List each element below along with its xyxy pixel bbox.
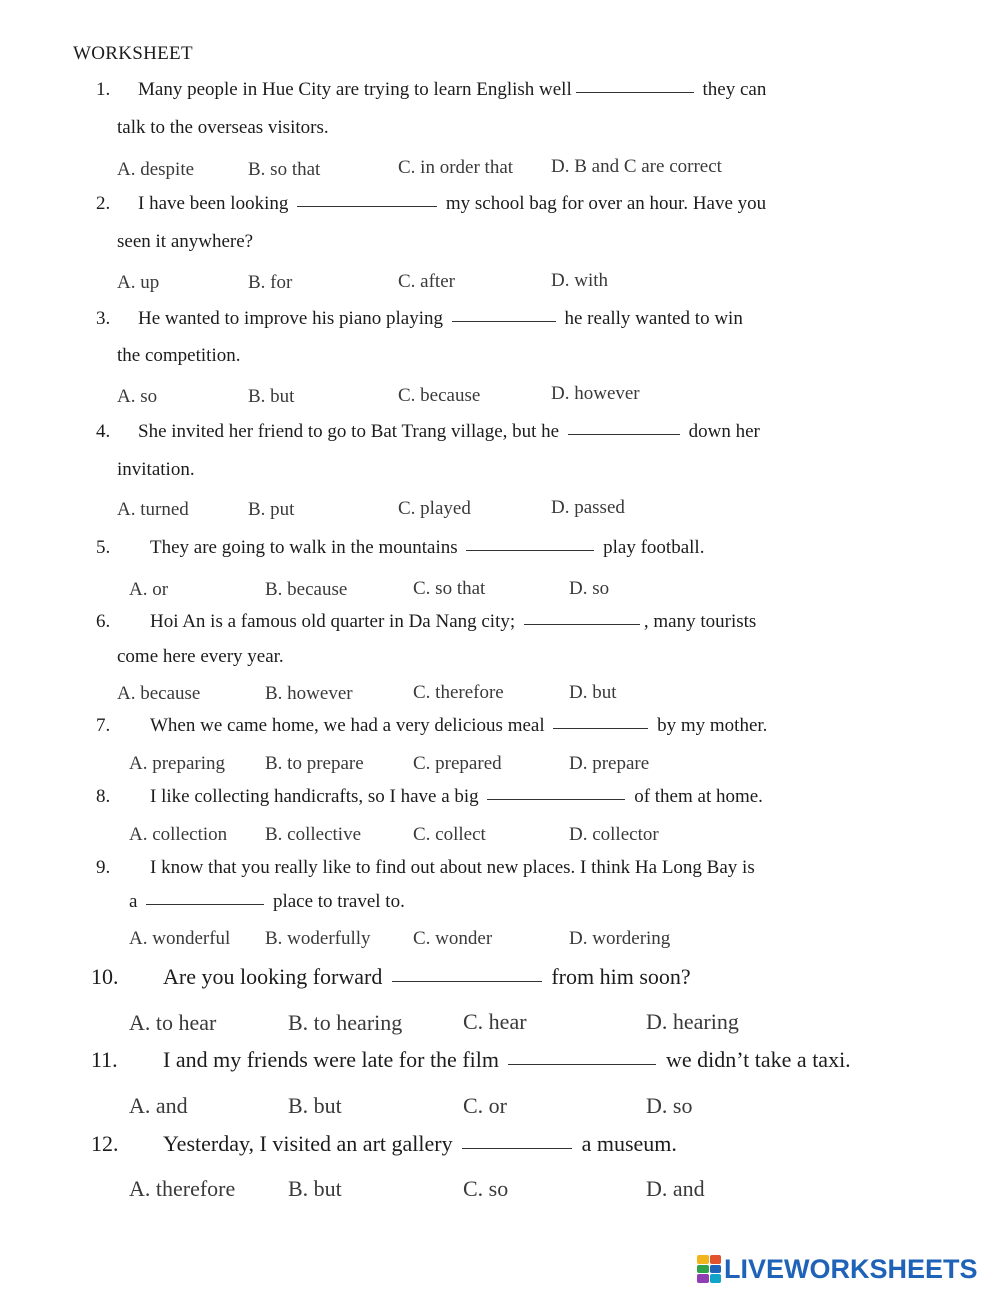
question-text-line: come here every year. bbox=[117, 646, 284, 667]
question-text-before-blank: I have been looking bbox=[138, 193, 294, 214]
logo-mark-square bbox=[710, 1265, 722, 1274]
question-text-line bbox=[129, 891, 405, 913]
answer-option-c[interactable]: C. wonder bbox=[413, 928, 493, 949]
question-text-before-blank: They are going to walk in the mountains bbox=[150, 537, 463, 558]
answer-option-a[interactable]: A. wonderful bbox=[129, 928, 231, 949]
question-text-after-blank: a museum. bbox=[576, 1131, 677, 1156]
question-text-after-blank: place to travel to. bbox=[268, 891, 405, 912]
answer-blank[interactable] bbox=[553, 727, 648, 729]
logo-mark-square bbox=[710, 1274, 722, 1283]
question-text-line: the competition. bbox=[117, 345, 241, 366]
question-number: 8. bbox=[96, 786, 111, 807]
question-text-line bbox=[150, 611, 756, 633]
answer-option-a[interactable]: A. despite bbox=[117, 159, 195, 180]
answer-option-d[interactable]: D. wordering bbox=[569, 928, 671, 949]
question-text-line bbox=[138, 193, 766, 215]
answer-option-d[interactable]: D. but bbox=[569, 682, 617, 703]
question-text-before-blank: Yesterday, I visited an art gallery bbox=[163, 1131, 459, 1156]
question-text-before-blank: When we came home, we had a very delicious meal bbox=[150, 715, 550, 736]
answer-option-c[interactable]: C. collect bbox=[413, 824, 486, 845]
answer-option-a[interactable]: A. therefore bbox=[129, 1176, 236, 1201]
question-number: 5. bbox=[96, 537, 111, 558]
question-text-line: talk to the overseas visitors. bbox=[117, 117, 329, 138]
answer-option-d[interactable]: D. hearing bbox=[646, 1009, 739, 1034]
answer-option-b[interactable]: B. but bbox=[248, 386, 295, 407]
answer-option-b[interactable]: B. put bbox=[248, 499, 295, 520]
question-text-line bbox=[150, 715, 767, 737]
answer-option-a[interactable]: A. turned bbox=[117, 499, 189, 520]
answer-option-c[interactable]: C. hear bbox=[463, 1009, 527, 1034]
question-text-line bbox=[138, 79, 766, 101]
question-text-before-blank: a bbox=[129, 891, 143, 912]
question-text-line bbox=[163, 964, 691, 990]
answer-option-d[interactable]: D. and bbox=[646, 1176, 705, 1201]
answer-option-b[interactable]: B. because bbox=[265, 579, 348, 600]
answer-option-d[interactable]: D. so bbox=[646, 1093, 693, 1118]
logo-mark-square bbox=[697, 1255, 709, 1264]
answer-option-a[interactable]: A. because bbox=[117, 683, 201, 704]
question-text-before-blank: I like collecting handicrafts, so I have a big bbox=[150, 786, 484, 807]
question-text-line bbox=[163, 1131, 677, 1157]
question-text-line: invitation. bbox=[117, 459, 195, 480]
question-text-before-blank: She invited her friend to go to Bat Trang village, but he bbox=[138, 421, 564, 442]
answer-option-b[interactable]: B. but bbox=[288, 1093, 342, 1118]
logo-mark-square bbox=[697, 1265, 709, 1274]
question-text-after-blank: of them at home. bbox=[629, 786, 763, 807]
answer-option-c[interactable]: C. after bbox=[398, 271, 455, 292]
question-text-after-blank: we didn’t take a taxi. bbox=[660, 1047, 851, 1072]
answer-option-a[interactable]: A. to hear bbox=[129, 1010, 217, 1035]
answer-option-c[interactable]: C. in order that bbox=[398, 157, 514, 178]
answer-option-c[interactable]: C. so that bbox=[413, 578, 486, 599]
question-text-after-blank: , many tourists bbox=[643, 611, 757, 632]
logo-text: LIVEWORKSHEETS bbox=[724, 1253, 978, 1284]
question-text-line bbox=[150, 786, 763, 808]
answer-option-a[interactable]: A. or bbox=[129, 579, 169, 600]
question-number: 9. bbox=[96, 857, 111, 878]
answer-option-d[interactable]: D. however bbox=[551, 383, 640, 404]
answer-option-b[interactable]: B. however bbox=[265, 683, 353, 704]
question-text-before-blank: Are you looking forward bbox=[163, 964, 388, 989]
question-text-after-blank: by my mother. bbox=[652, 715, 768, 736]
answer-blank[interactable] bbox=[568, 433, 680, 435]
question-text-after-blank: from him soon? bbox=[545, 964, 691, 989]
question-text-after-blank: he really wanted to win bbox=[559, 308, 743, 329]
liveworksheets-logo-icon bbox=[697, 1255, 721, 1283]
answer-option-d[interactable]: D. B and C are correct bbox=[551, 156, 722, 177]
answer-option-c[interactable]: C. therefore bbox=[413, 682, 504, 703]
answer-blank[interactable] bbox=[146, 903, 264, 905]
answer-blank[interactable] bbox=[452, 320, 556, 322]
question-text-line bbox=[163, 1047, 851, 1073]
answer-option-d[interactable]: D. collector bbox=[569, 824, 659, 845]
answer-option-a[interactable]: A. and bbox=[129, 1093, 188, 1118]
question-text-before-blank: I and my friends were late for the film bbox=[163, 1047, 505, 1072]
worksheet-title: WORKSHEET bbox=[73, 43, 193, 64]
answer-option-b[interactable]: B. to hearing bbox=[288, 1010, 403, 1035]
logo-mark-square bbox=[710, 1255, 722, 1264]
question-text-line bbox=[150, 537, 704, 559]
question-text-line bbox=[138, 308, 743, 330]
question-text-line: seen it anywhere? bbox=[117, 231, 254, 252]
answer-blank[interactable] bbox=[576, 91, 694, 93]
answer-option-a[interactable]: A. so bbox=[117, 386, 158, 407]
answer-option-d[interactable]: D. prepare bbox=[569, 753, 650, 774]
question-number: 7. bbox=[96, 715, 111, 736]
answer-option-c[interactable]: C. prepared bbox=[413, 753, 502, 774]
answer-blank[interactable] bbox=[487, 798, 625, 800]
answer-option-c[interactable]: C. played bbox=[398, 498, 471, 519]
answer-option-b[interactable]: B. to prepare bbox=[265, 753, 364, 774]
answer-option-b[interactable]: B. for bbox=[248, 272, 293, 293]
answer-option-d[interactable]: D. with bbox=[551, 270, 608, 291]
answer-option-d[interactable]: D. passed bbox=[551, 497, 625, 518]
answer-option-c[interactable]: C. or bbox=[463, 1093, 507, 1118]
answer-blank[interactable] bbox=[392, 980, 542, 982]
answer-blank[interactable] bbox=[508, 1063, 656, 1065]
answer-option-b[interactable]: B. woderfully bbox=[265, 928, 371, 949]
question-number: 12. bbox=[91, 1131, 119, 1156]
question-text-after-blank: down her bbox=[683, 421, 760, 442]
answer-blank[interactable] bbox=[466, 549, 594, 551]
answer-option-c[interactable]: C. so bbox=[463, 1176, 509, 1201]
answer-option-b[interactable]: B. collective bbox=[265, 824, 362, 845]
question-number: 2. bbox=[96, 193, 111, 214]
answer-option-a[interactable]: A. preparing bbox=[129, 753, 226, 774]
question-text-line: I know that you really like to find out about new places. I think Ha Long Bay is bbox=[150, 857, 755, 878]
liveworksheets-logo[interactable] bbox=[697, 1254, 978, 1284]
answer-blank[interactable] bbox=[524, 623, 640, 625]
question-text-before-blank: Hoi An is a famous old quarter in Da Nang city; bbox=[150, 611, 520, 632]
question-text-after-blank: play football. bbox=[598, 537, 705, 558]
answer-blank[interactable] bbox=[462, 1147, 572, 1149]
question-number: 1. bbox=[96, 79, 111, 100]
answer-option-b[interactable]: B. so that bbox=[248, 159, 321, 180]
answer-option-b[interactable]: B. but bbox=[288, 1176, 342, 1201]
answer-option-a[interactable]: A. collection bbox=[129, 824, 228, 845]
logo-mark-square bbox=[697, 1274, 709, 1283]
question-number: 3. bbox=[96, 308, 111, 329]
question-number: 4. bbox=[96, 421, 111, 442]
answer-option-d[interactable]: D. so bbox=[569, 578, 610, 599]
question-text-line bbox=[138, 421, 760, 443]
answer-option-a[interactable]: A. up bbox=[117, 272, 160, 293]
question-text-before-blank: Many people in Hue City are trying to learn English well bbox=[138, 79, 572, 100]
question-text-after-blank: they can bbox=[697, 79, 767, 100]
question-number: 10. bbox=[91, 964, 119, 989]
question-text-after-blank: my school bag for over an hour. Have you bbox=[441, 193, 767, 214]
answer-option-c[interactable]: C. because bbox=[398, 385, 481, 406]
question-number: 6. bbox=[96, 611, 111, 632]
question-text-before-blank: He wanted to improve his piano playing bbox=[138, 308, 448, 329]
question-number: 11. bbox=[91, 1047, 118, 1072]
answer-blank[interactable] bbox=[297, 205, 437, 207]
